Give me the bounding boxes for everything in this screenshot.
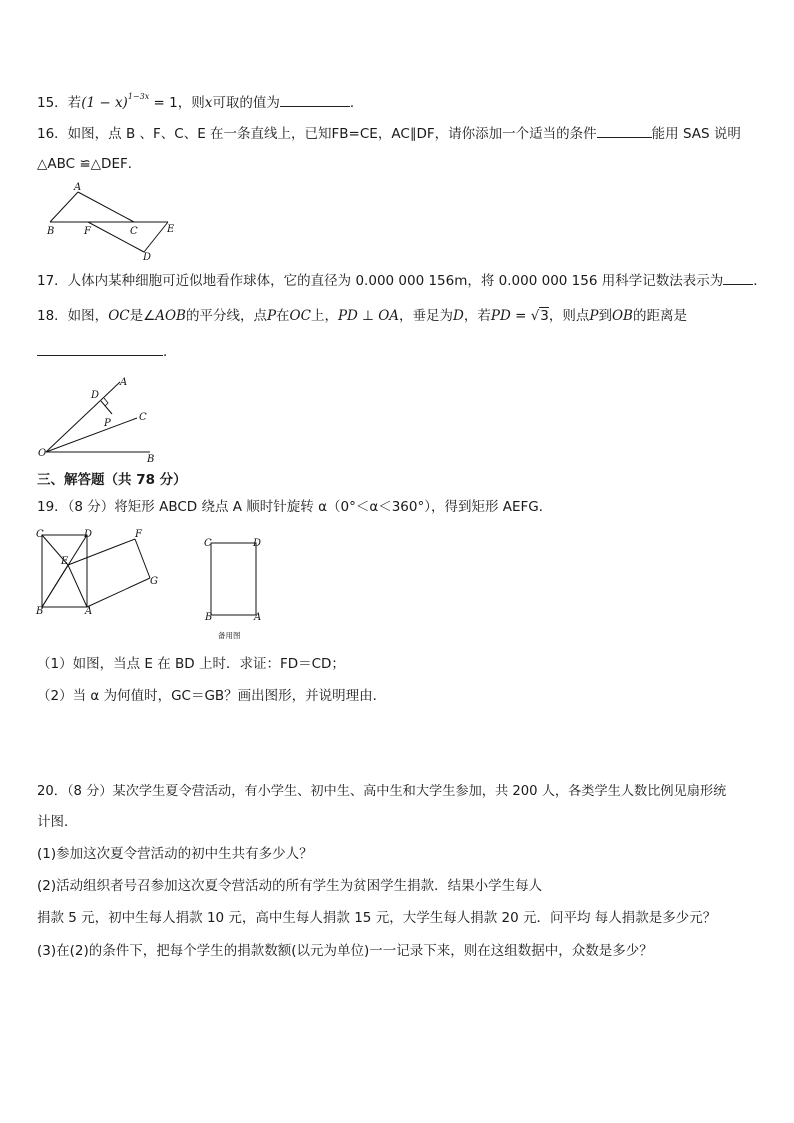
q18-label-c: C — [139, 412, 147, 423]
q16-text-a: 16．如图，点 B 、F、C、E 在一条直线上，已知FB=CE，AC∥DF，请你添加一个适当的条件 — [37, 126, 597, 142]
section-3-heading: 三、解答题（共 78 分） — [37, 472, 187, 488]
q18-figure — [36, 376, 166, 466]
q18-d: D — [453, 308, 464, 324]
q16-segment-ab — [50, 192, 78, 222]
question-20-sub3: (3)在(2)的条件下，把每个学生的捐款数额(以元为单位)一一记录下来，则在这组数据中，众数是多少？ — [37, 943, 653, 959]
question-16-line2 — [37, 154, 141, 174]
q16-text-c: △ABC ≌△DEF． — [37, 156, 142, 172]
q18-end: ． — [163, 344, 177, 360]
question-19-sub1: （1）如图，当点 E 在 BD 上时．求证：FD＝CD； — [37, 656, 345, 672]
q19-backup-label-a: A — [254, 612, 262, 623]
q19-label-e: E — [61, 556, 69, 567]
q19-segment-be — [42, 565, 68, 607]
q19-label-f: F — [135, 529, 142, 540]
q16-figure — [40, 180, 180, 263]
q18-label-b: B — [147, 454, 155, 465]
question-20-sub2b: 捐款 5 元，初中生每人捐款 10 元，高中生每人捐款 15 元，大学生每人捐款 20 元．问平均 每人捐款是多少元？ — [37, 910, 717, 926]
q16-label-d: D — [143, 252, 152, 263]
q18-text-1: 18．如图， — [37, 308, 109, 324]
q18-oc: OC — [108, 308, 130, 324]
q18-segment-pd — [101, 401, 112, 414]
q18-label-d: D — [91, 390, 100, 401]
q15-variable: x — [204, 95, 213, 111]
question-20-line2: 计图． — [37, 814, 78, 830]
q18-p: P — [266, 308, 277, 324]
q18-radicand: 3 — [540, 308, 549, 324]
q16-text-b: 能用 SAS 说明 — [651, 126, 741, 142]
q18-label-o: O — [38, 448, 47, 459]
q18-pd: PD — [337, 308, 358, 324]
q19-backup-caption: 备用图 — [218, 631, 241, 640]
question-20-line1: 20．（8 分）某次学生夏令营活动，有小学生、初中生、高中生和大学生参加，共 200 人，各类学生人数比例见扇形统 — [37, 784, 727, 799]
q18-text-8: ，则点 — [548, 308, 590, 324]
q19-segment-ef — [68, 539, 135, 565]
q18-equals-root: = √ — [510, 308, 540, 324]
q19-label-d: D — [84, 529, 93, 540]
q18-text-10: 到 — [598, 308, 612, 324]
q16-segment-de — [144, 222, 168, 252]
q19-main-figure — [34, 526, 164, 616]
q15-exponent: 1−3x — [127, 92, 150, 101]
q18-text-6: ，垂足为 — [399, 308, 454, 324]
q19-backup-label-d: D — [253, 538, 262, 549]
q15-answer-blank[interactable] — [280, 92, 350, 107]
q16-label-f: F — [84, 226, 91, 237]
q16-label-e: E — [167, 224, 175, 235]
q16-answer-blank[interactable] — [597, 123, 652, 138]
question-19-stem: 19．（8 分）将矩形 ABCD 绕点 A 顺时针旋转 α（0°＜α＜360°），得到矩形 AEFG． — [37, 499, 553, 515]
q15-end: ． — [349, 95, 364, 111]
q19-label-b: B — [36, 606, 44, 617]
q19-backup-label-c: C — [204, 538, 212, 549]
q16-label-c: C — [130, 226, 138, 237]
q16-label-b: B — [47, 226, 55, 237]
q19-backup-label-b: B — [205, 612, 213, 623]
q18-text-5: 上， — [310, 308, 338, 324]
q19-label-c: C — [36, 529, 44, 540]
q18-pd-2: PD — [490, 308, 511, 324]
q19-segment-ae — [68, 565, 87, 607]
q18-ob: OB — [611, 308, 633, 324]
question-18 — [37, 306, 687, 326]
question-19-sub2: （2）当 α 为何值时，GC＝GB？画出图形，并说明理由． — [37, 688, 387, 704]
q16-label-a: A — [74, 182, 82, 193]
q18-p-2: P — [589, 308, 599, 324]
q18-text-4: 在 — [276, 308, 290, 324]
q15-base: (1 − x) — [81, 95, 128, 111]
question-16-line1 — [37, 123, 741, 144]
q18-answer-blank[interactable] — [37, 341, 163, 356]
q18-oc-2: OC — [289, 308, 311, 324]
q19-label-g: G — [150, 576, 158, 587]
q15-tail: 可取的值为 — [212, 95, 280, 111]
q15-equals: = 1，则 — [149, 95, 205, 111]
question-18-line2 — [37, 341, 177, 362]
q17-answer-blank[interactable] — [723, 270, 753, 285]
q18-aob: AOB — [155, 308, 186, 324]
q17-end: ． — [753, 273, 767, 289]
q19-segment-ga — [87, 578, 150, 607]
question-17 — [37, 270, 767, 291]
q18-text-11: 的距离是 — [632, 308, 687, 324]
q19-backup-figure — [200, 534, 270, 644]
q18-oa: OA — [378, 308, 400, 324]
q18-label-a: A — [120, 377, 128, 388]
q18-ray-oa — [46, 382, 120, 452]
question-20-sub1: (1)参加这次夏令营活动的初中生共有多少人？ — [37, 846, 313, 862]
q18-perp-symbol: ⊥ — [357, 308, 379, 324]
question-15 — [37, 87, 363, 113]
q19-segment-fg — [135, 539, 150, 578]
q18-text-2: 是∠ — [129, 308, 156, 324]
q18-label-p: P — [104, 418, 111, 429]
q18-text-3: 的平分线，点 — [185, 308, 267, 324]
q16-segment-ac — [78, 192, 134, 222]
q17-text: 17．人体内某种细胞可近似地看作球体，它的直径为 0.000 000 156m，将 0.000 000 156 用科学记数法表示为 — [37, 273, 724, 289]
q15-number: 15．若 — [37, 95, 82, 111]
q18-ray-oc — [46, 418, 137, 452]
q18-text-7: ，若 — [463, 308, 491, 324]
question-20-sub2a: (2)活动组织者号召参加这次夏令营活动的所有学生为贫困学生捐款．结果小学生每人 — [37, 878, 543, 894]
q19-backup-rect — [211, 543, 256, 615]
q19-label-a: A — [85, 606, 93, 617]
